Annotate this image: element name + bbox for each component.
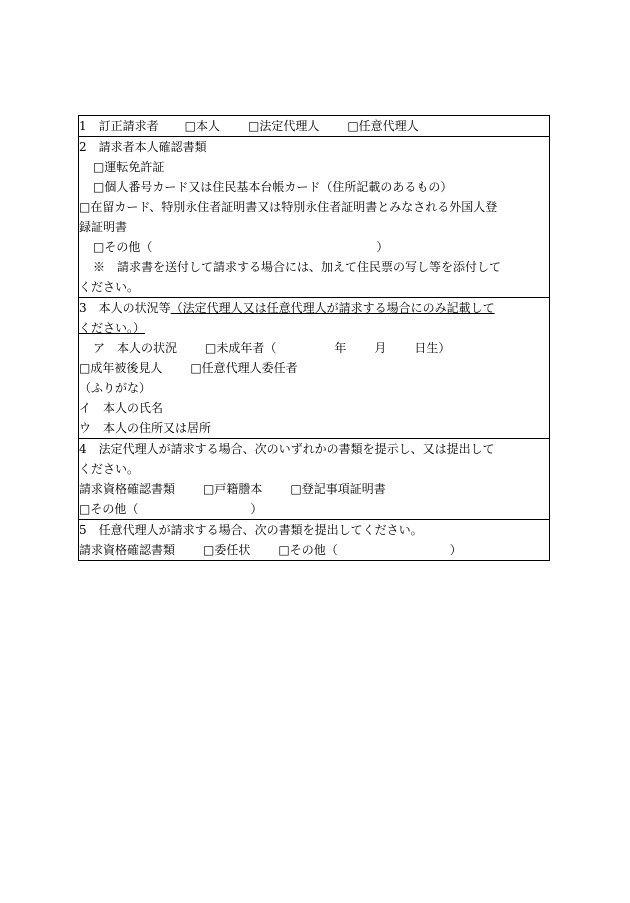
residence-card-continued: 録証明書	[79, 220, 128, 234]
checkbox-legal-rep-other[interactable]: □その他（	[79, 502, 139, 516]
legal-rep-docs-label: 請求資格確認書類	[79, 482, 176, 496]
section-requester	[79, 116, 549, 136]
section-voluntary-agent-documents	[79, 519, 549, 560]
furigana-label: （ふりがな）	[79, 381, 152, 395]
legal-rep-other-row	[79, 499, 549, 519]
checkbox-residence-card[interactable]: □在留カード、特別永住者証明書又は特別永住者証明書とみなされる外国人登	[79, 200, 498, 214]
checkbox-mynumber-card[interactable]: □個人番号カード又は住民基本台帳カード（住所記載のあるもの）	[93, 180, 453, 194]
principal-status-label: ア 本人の状況	[93, 341, 178, 355]
section-legal-representative-documents	[79, 438, 549, 519]
requester-label: 1 訂正請求者	[79, 119, 159, 133]
section-principal-status	[79, 297, 549, 438]
checkbox-family-register[interactable]: □戸籍謄本	[203, 482, 263, 496]
principal-status-title-condition: （法定代理人又は任意代理人が請求する場合にのみ記載して	[170, 301, 495, 315]
checkbox-identity-other[interactable]: □その他（	[93, 240, 153, 254]
born-label: 日生）	[414, 341, 451, 355]
legal-rep-instruction-continued: ください。	[79, 462, 140, 476]
agent-docs-row	[79, 540, 549, 560]
checkbox-agent-other[interactable]: □その他（	[278, 543, 338, 557]
checkbox-drivers-license[interactable]: □運転免許証	[93, 160, 165, 174]
month-label: 月	[374, 341, 387, 355]
checkbox-principal-of-agent[interactable]: □任意代理人委任者	[190, 361, 298, 375]
checkbox-adult-ward[interactable]: □成年被後見人	[79, 361, 163, 375]
year-label: 年	[334, 341, 347, 355]
checkbox-voluntary-agent[interactable]: □任意代理人	[347, 119, 419, 133]
principal-address-label: ウ 本人の住所又は居所	[79, 421, 212, 435]
correction-request-form-table	[78, 115, 550, 561]
checkbox-minor[interactable]: □未成年者（	[205, 341, 277, 355]
mail-note-continued: ください。	[79, 280, 140, 294]
identity-documents-title: 2 請求者本人確認書類	[79, 140, 207, 154]
guardian-row	[79, 358, 549, 378]
principal-status-row	[79, 338, 549, 358]
legal-rep-other-close: ）	[250, 502, 263, 516]
principal-name-label: イ 本人の氏名	[79, 401, 164, 415]
principal-status-title-continued	[79, 318, 549, 338]
legal-rep-docs-row	[79, 479, 549, 499]
agent-docs-label: 請求資格確認書類	[79, 543, 176, 557]
requester-row	[79, 116, 549, 136]
legal-rep-instruction: 4 法定代理人が請求する場合、次のいずれかの書類を提示し、又は提出して	[79, 442, 495, 456]
principal-status-title	[79, 298, 549, 318]
principal-status-title-prefix: 3 本人の状況等	[79, 301, 171, 315]
identity-other-close: ）	[376, 240, 389, 254]
agent-instruction: 5 任意代理人が請求する場合、次の書類を提出してください。	[79, 523, 423, 537]
agent-other-close: ）	[449, 543, 462, 557]
checkbox-registry-certificate[interactable]: □登記事項証明書	[290, 482, 386, 496]
checkbox-self[interactable]: □本人	[184, 119, 220, 133]
checkbox-power-of-attorney[interactable]: □委任状	[203, 543, 251, 557]
identity-other-row	[79, 237, 549, 257]
section-identity-documents	[79, 136, 549, 297]
mail-note: ※ 請求書を送付して請求する場合には、加えて住民票の写し等を添付して	[93, 260, 502, 274]
checkbox-legal-representative[interactable]: □法定代理人	[247, 119, 320, 133]
principal-status-title-condition-end: ください。）	[79, 321, 146, 335]
